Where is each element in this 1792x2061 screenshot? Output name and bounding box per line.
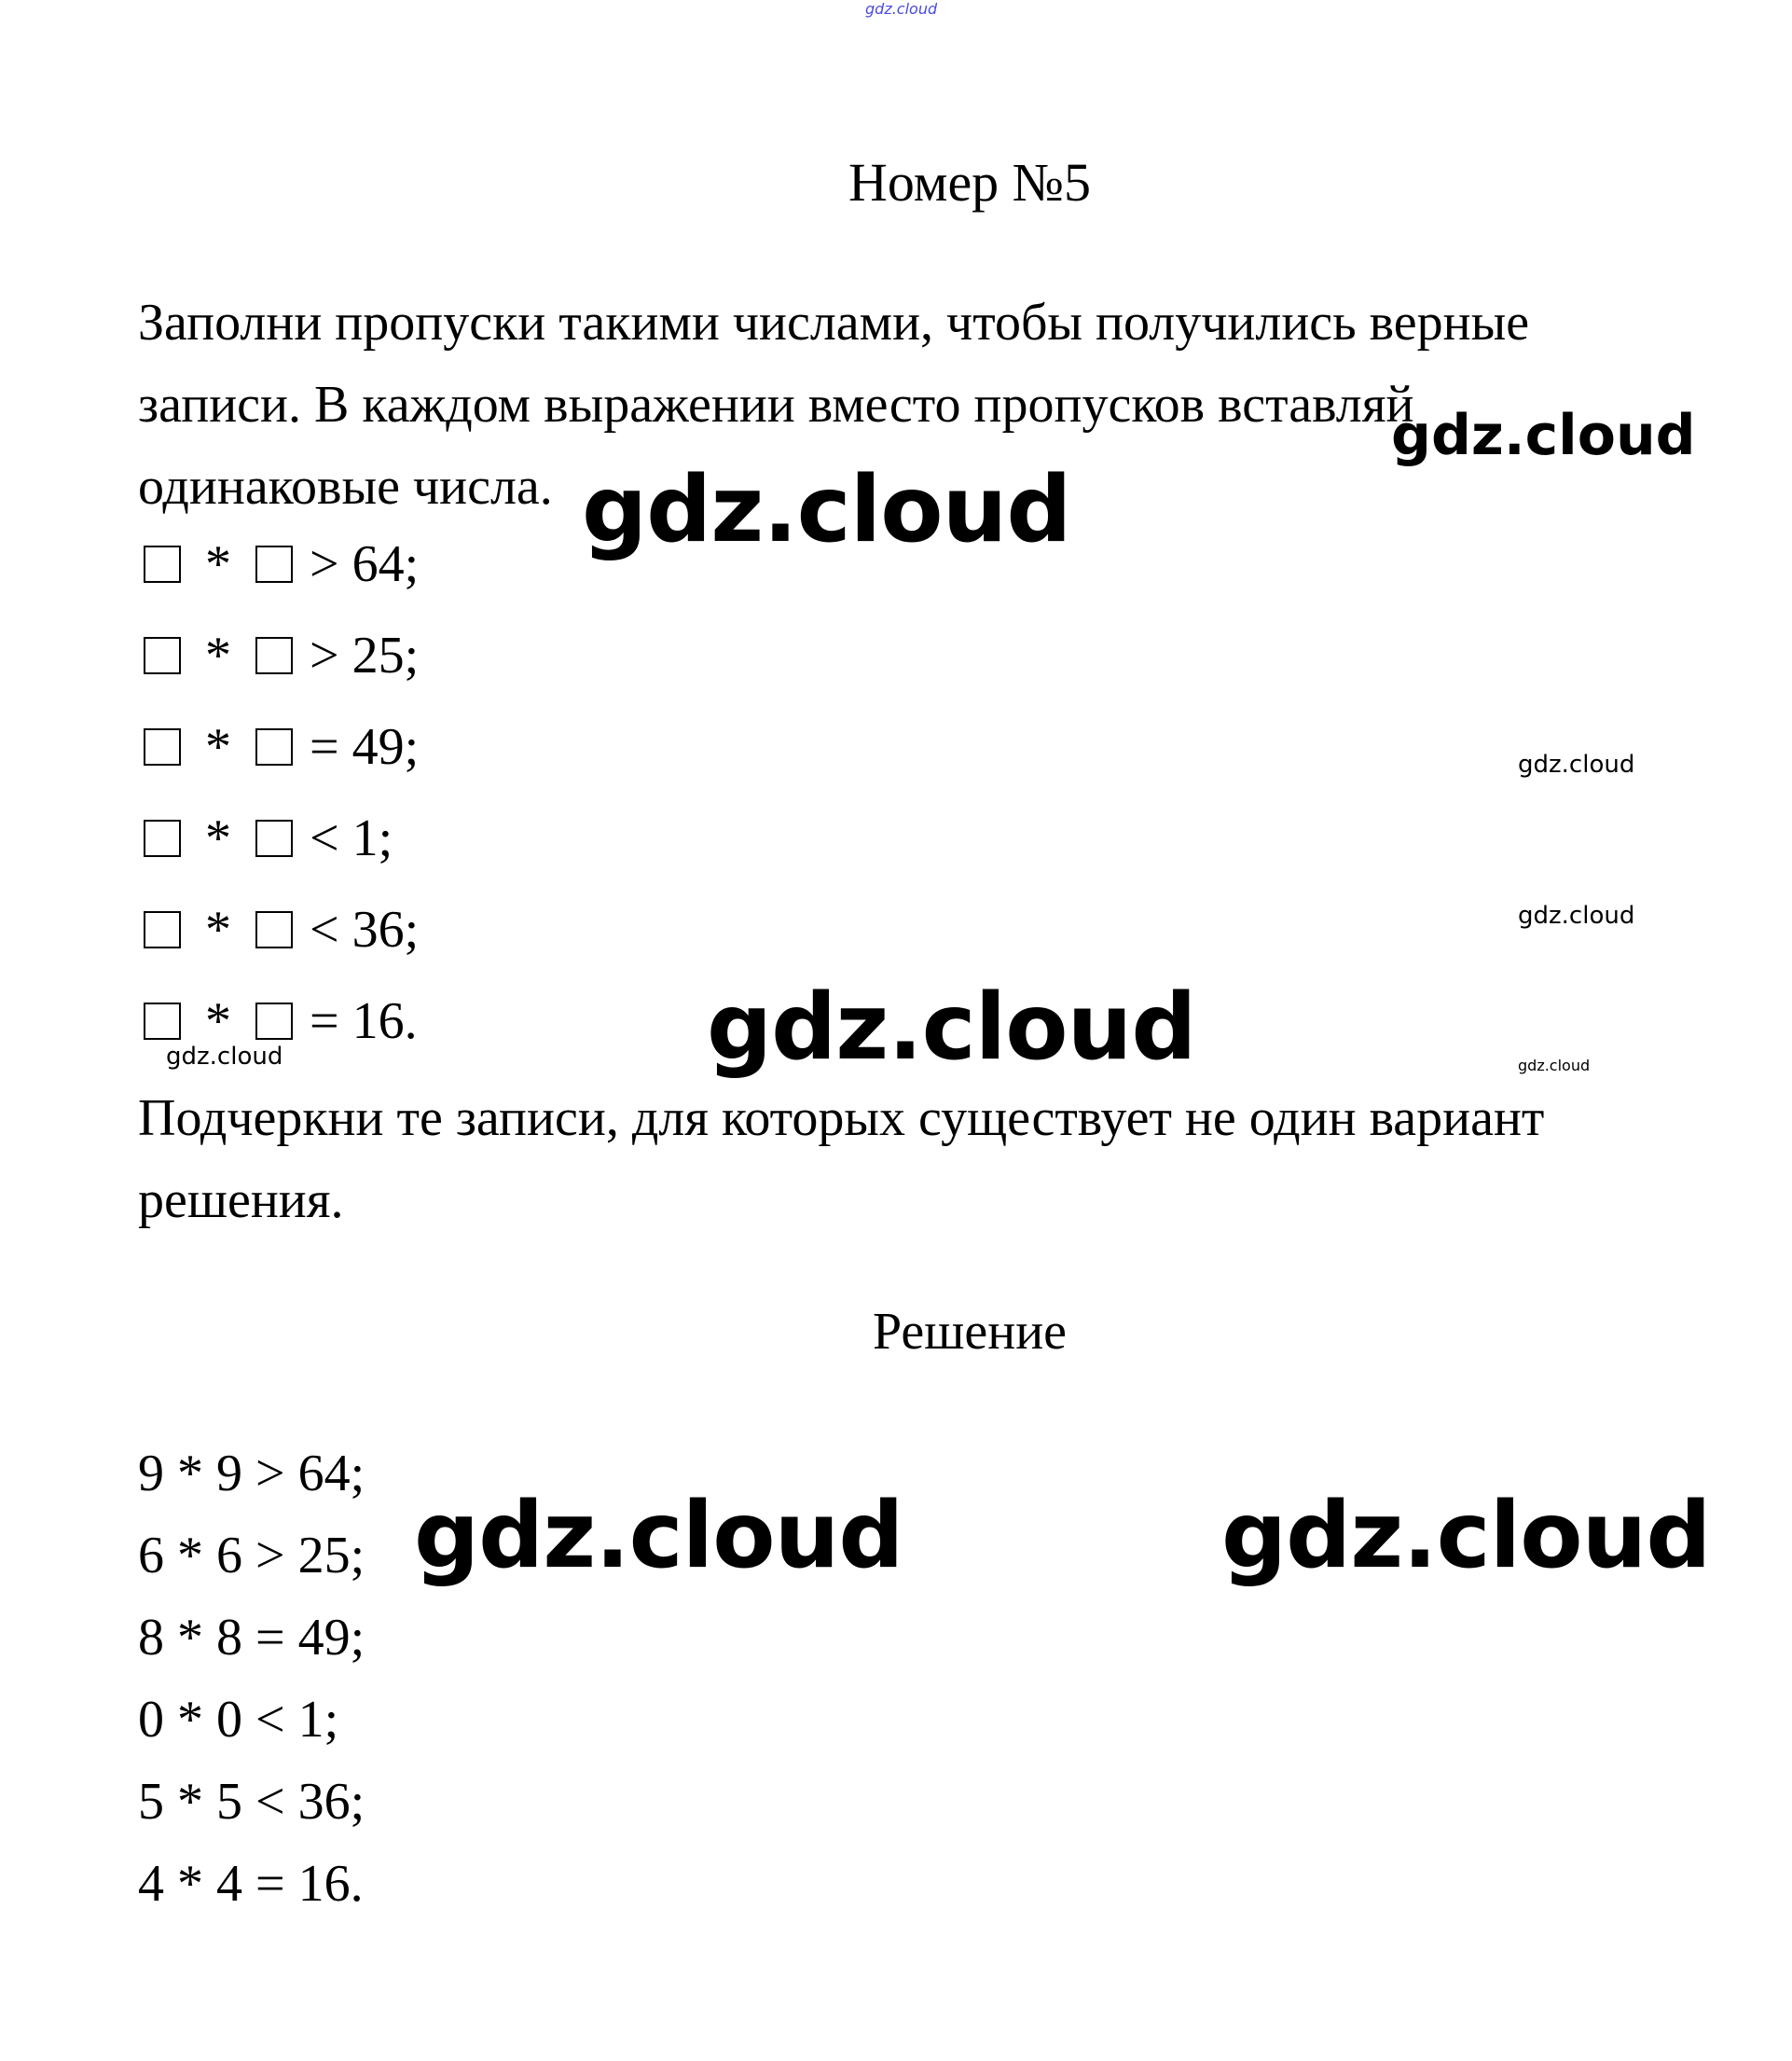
watermark: gdz.cloud (1518, 751, 1635, 779)
watermark: gdz.cloud (582, 457, 1071, 563)
expression-rhs: < 36; (310, 901, 420, 959)
solution-title: Решение (872, 1303, 1068, 1361)
multiply-sign: * (205, 718, 231, 776)
blank-box (144, 546, 181, 583)
blank-expression (144, 623, 419, 688)
blank-box (255, 1003, 293, 1040)
blank-box (255, 728, 293, 766)
multiply-sign: * (205, 809, 231, 867)
blank-box (144, 1003, 181, 1040)
watermark: gdz.cloud (1518, 902, 1635, 930)
blank-expression (144, 806, 393, 871)
answer-line: 4 * 4 = 16. (138, 1855, 364, 1913)
blank-expression (144, 897, 419, 962)
expression-rhs: = 16. (310, 992, 418, 1050)
watermark: gdz.cloud (166, 1043, 283, 1071)
watermark: gdz.cloud (1518, 1057, 1591, 1074)
blank-box (144, 820, 181, 857)
expression-rhs: < 1; (310, 809, 393, 867)
watermark-top: gdz.cloud (865, 0, 938, 18)
watermark: gdz.cloud (707, 975, 1196, 1081)
blank-box (144, 637, 181, 674)
task-text-2: Подчеркни те записи, для которых существует не один вариант решения. (138, 1089, 1545, 1229)
blank-box (255, 911, 293, 948)
expression-rhs: > 25; (310, 627, 420, 685)
expression-rhs: > 64; (310, 535, 420, 593)
multiply-sign: * (205, 535, 231, 593)
watermark: gdz.cloud (1391, 403, 1696, 468)
answer-line: 8 * 8 = 49; (138, 1609, 365, 1667)
watermark: gdz.cloud (414, 1483, 903, 1589)
blank-box (255, 820, 293, 857)
blank-box (144, 911, 181, 948)
blank-expression (144, 532, 419, 597)
blank-expression (144, 714, 419, 780)
blank-box (255, 546, 293, 583)
page-title: Номер №5 (848, 152, 1092, 213)
watermark: gdz.cloud (1221, 1483, 1711, 1589)
answer-line: 6 * 6 > 25; (138, 1527, 365, 1584)
blank-box (255, 637, 293, 674)
answer-line: 9 * 9 > 64; (138, 1445, 365, 1502)
task-text: Заполни пропуски такими числами, чтобы получились верные записи. В каждом выражении вместо пропусков вставляй одинаковые числа. (138, 294, 1530, 516)
answer-line: 5 * 5 < 36; (138, 1773, 365, 1831)
multiply-sign: * (205, 901, 231, 959)
expression-rhs: = 49; (310, 718, 420, 776)
blank-box (144, 728, 181, 766)
multiply-sign: * (205, 627, 231, 685)
answer-line: 0 * 0 < 1; (138, 1691, 339, 1749)
multiply-sign: * (205, 992, 231, 1050)
